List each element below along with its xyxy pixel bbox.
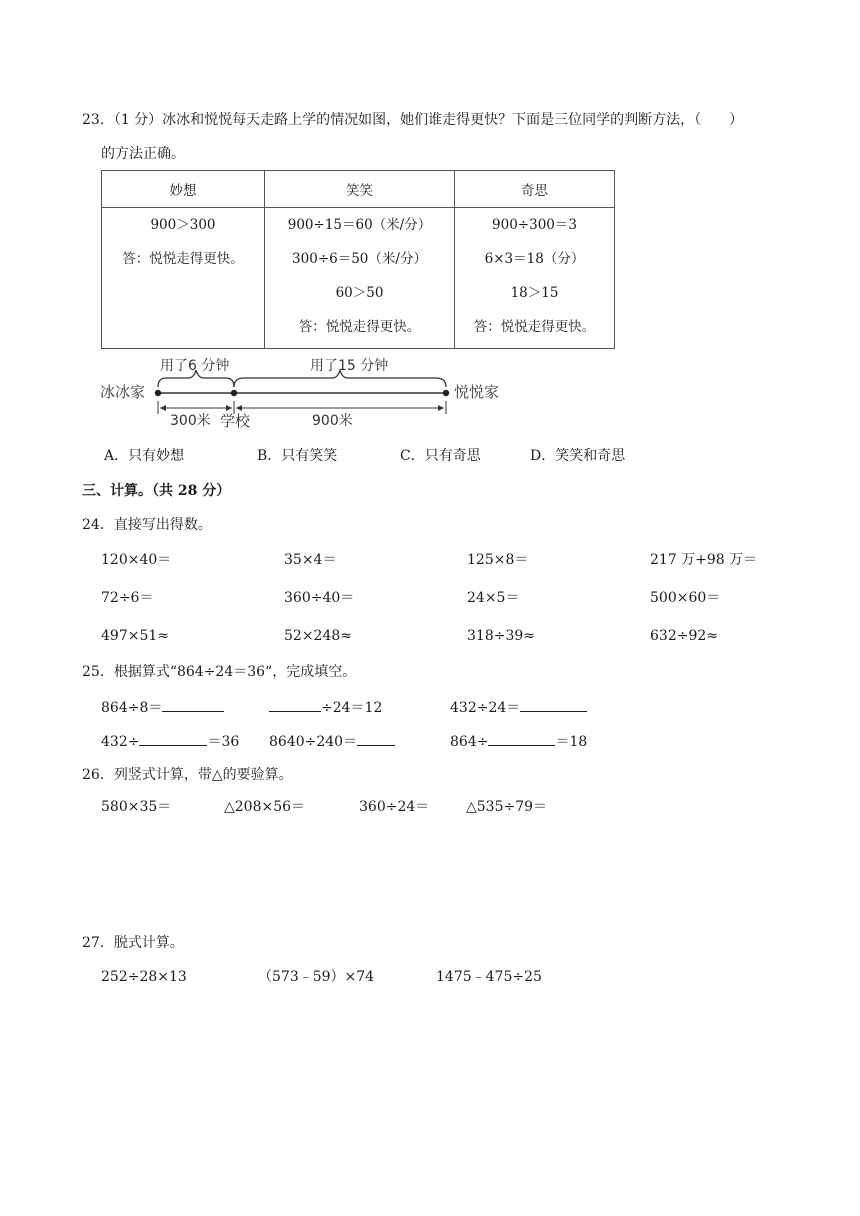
q25-fill-2 <box>269 697 382 718</box>
q24-item: 497×51≈ <box>101 628 169 644</box>
q25-expr: ÷24＝12 <box>321 700 383 716</box>
q25-expr: ＝18 <box>555 734 588 750</box>
q27-item: 252÷28×13 <box>101 969 187 985</box>
q23-line1: 23．（1 分）冰冰和悦悦每天走路上学的情况如图，她们谁走得更快？下面是三位同学的判断方法，（ ） <box>82 112 744 128</box>
q25-fill-1 <box>101 697 224 718</box>
bingbing-home-label: 冰冰家 <box>100 383 146 401</box>
qisi-answer: 答：悦悦走得更快。 <box>473 319 596 335</box>
q25-fill-3 <box>450 697 587 718</box>
school-label: 学校 <box>220 412 251 430</box>
q25-title: 25．根据算式“864÷24＝36“，完成填空。 <box>82 664 357 680</box>
q23-option-d[interactable]: D．笑笑和奇思 <box>530 448 626 464</box>
q26-title: 26．列竖式计算，带△的要验算。 <box>82 767 293 783</box>
q24-item: 632÷92≈ <box>650 628 718 644</box>
answer-blank[interactable] <box>520 697 587 712</box>
table-cell-miaoxiang <box>102 208 265 349</box>
miaoxiang-answer: 答：悦悦走得更快。 <box>122 251 244 267</box>
table-cell-qisi <box>455 208 615 349</box>
q24-title: 24．直接写出得数。 <box>82 517 212 533</box>
qisi-line: 18＞15 <box>510 285 559 301</box>
xiaoxiao-answer: 答：悦悦走得更快。 <box>298 319 421 335</box>
q26-item: △535÷79＝ <box>466 799 548 815</box>
comparison-table <box>101 170 615 349</box>
q25-fill-6 <box>450 731 587 752</box>
dist-left-label: 300米 <box>170 413 211 429</box>
school-dot <box>231 390 237 396</box>
q27-title: 27．脱式计算。 <box>82 935 184 951</box>
q24-item: 500×60＝ <box>650 590 721 606</box>
q25-expr: 864÷ <box>450 734 489 750</box>
dist-right-label: 900米 <box>312 413 353 429</box>
qisi-line: 6×3＝18（分） <box>484 251 585 267</box>
q24-item: 318÷39≈ <box>467 628 535 644</box>
xiaoxiao-line: 900÷15＝60（米/分） <box>287 217 432 233</box>
xiaoxiao-line: 60＞50 <box>335 285 384 301</box>
q23-option-b[interactable]: B．只有笑笑 <box>257 448 338 464</box>
answer-blank[interactable] <box>162 697 224 712</box>
section-title: 三、计算。（共 28 分） <box>82 483 231 499</box>
table-header-qisi: 奇思 <box>455 171 615 208</box>
q24-item: 360÷40＝ <box>284 590 355 606</box>
q24-item: 35×4＝ <box>284 552 337 568</box>
q25-expr: ＝36 <box>207 734 240 750</box>
q24-item: 125×8＝ <box>467 552 529 568</box>
answer-blank[interactable] <box>139 731 207 746</box>
bingbing-home-dot <box>155 390 161 396</box>
table-header-xiaoxiao: 笑笑 <box>265 171 455 208</box>
xiaoxiao-line: 300÷6＝50（米/分） <box>292 251 427 267</box>
q25-expr: 432÷ <box>101 734 140 750</box>
q23-line2: 的方法正确。 <box>101 146 185 162</box>
time-right-label: 用了15 分钟 <box>310 358 389 374</box>
q27-item: （573﹣59）×74 <box>258 969 375 985</box>
table-header-miaoxiang: 妙想 <box>102 171 265 208</box>
time-left-label: 用了6 分钟 <box>160 358 230 374</box>
q26-item: 360÷24＝ <box>359 799 430 815</box>
q25-expr: 432÷24＝ <box>450 700 521 716</box>
q24-item: 24×5＝ <box>467 590 520 606</box>
q25-expr: 8640÷240＝ <box>269 734 358 750</box>
table-cell-xiaoxiao <box>265 208 455 349</box>
route-diagram <box>98 350 518 432</box>
miaoxiang-line: 900＞300 <box>150 217 216 233</box>
q25-fill-4 <box>101 731 239 752</box>
q24-item: 72÷6＝ <box>101 590 154 606</box>
q27-item: 1475﹣475÷25 <box>436 969 542 985</box>
yueyue-home-label: 悦悦家 <box>454 383 500 401</box>
q24-item: 120×40＝ <box>101 552 172 568</box>
qisi-line: 900÷300＝3 <box>492 217 577 233</box>
answer-blank[interactable] <box>269 697 321 712</box>
answer-blank[interactable] <box>357 731 395 746</box>
yueyue-home-dot <box>443 390 449 396</box>
q24-item: 217 万+98 万＝ <box>650 552 758 568</box>
q26-item: 580×35＝ <box>101 799 172 815</box>
q25-fill-5 <box>269 731 395 752</box>
q23-option-c[interactable]: C．只有奇思 <box>400 448 481 464</box>
answer-blank[interactable] <box>488 731 555 746</box>
q25-expr: 864÷8＝ <box>101 700 163 716</box>
q26-item: △208×56＝ <box>224 799 306 815</box>
q23-option-a[interactable]: A．只有妙想 <box>104 448 185 464</box>
q24-item: 52×248≈ <box>284 628 352 644</box>
